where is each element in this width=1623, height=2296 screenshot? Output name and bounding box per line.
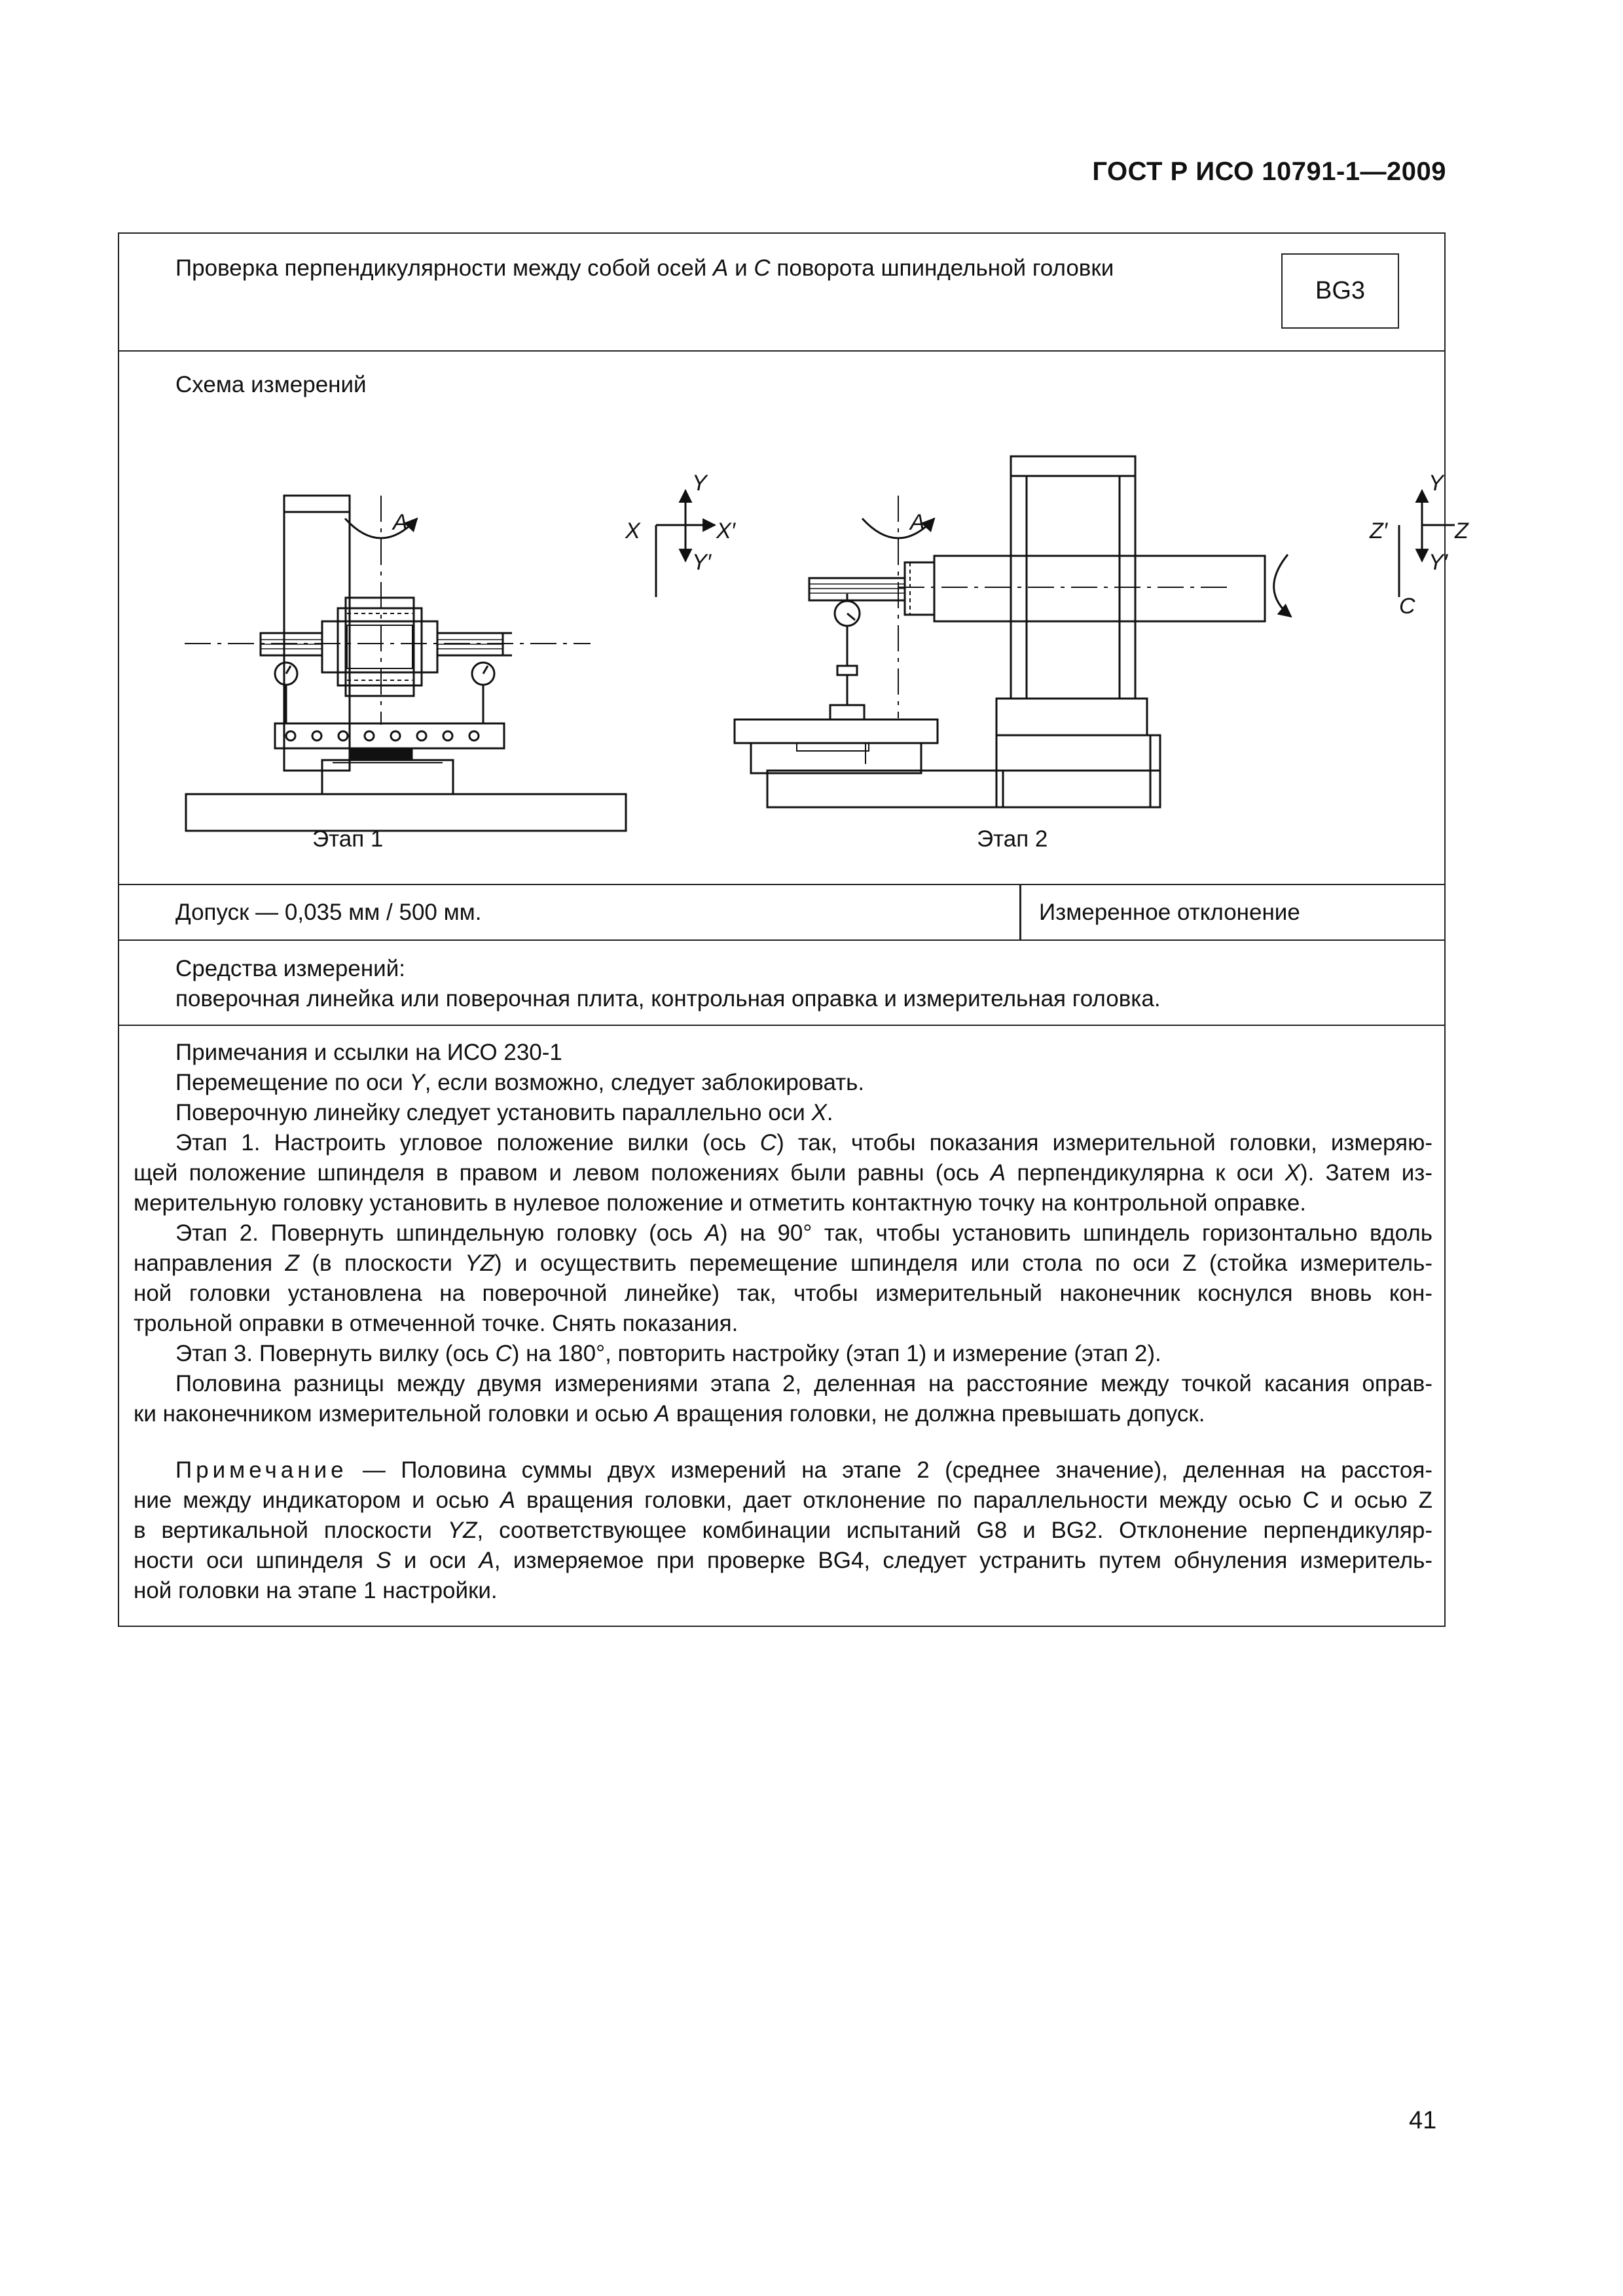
check-title — [175, 253, 1114, 283]
axis-x-label: X — [625, 519, 640, 543]
document-header: ГОСТ Р ИСО 10791-1—2009 — [1092, 157, 1446, 186]
remark-line: ной головки на этапе 1 настройки. — [134, 1578, 498, 1603]
notes-title: Примечания и ссылки на ИСО 230-1 — [175, 1040, 562, 1065]
tolerance-text: Допуск — 0,035 мм / 500 мм. — [175, 900, 482, 925]
stage2-diagram — [735, 456, 1455, 807]
axis-c-label: C — [754, 255, 771, 281]
notes-line: направления Z (в плоскости YZ) и осуществить перемещение шпинделя или стола по оси Z (стойка измеритель- — [134, 1250, 1432, 1276]
measurement-diagram — [119, 352, 1468, 885]
axis-z-prime-label: Z′ — [1370, 519, 1388, 543]
check-table — [118, 232, 1468, 1627]
stage1-caption: Этап 1 — [312, 826, 384, 852]
notes-line: ной головки установлена на поверочной линейке) так, чтобы измерительный наконечник коснулся вновь кон- — [134, 1281, 1432, 1306]
axis-z-label: Z — [1455, 519, 1468, 543]
tolerance-row — [119, 885, 1444, 941]
check-code-box: BG3 — [1281, 253, 1399, 329]
scheme-label: Схема измерений — [175, 372, 367, 397]
rotation-axis-a-label: A — [393, 510, 408, 535]
notes-row — [119, 1026, 1444, 1626]
notes-line: трольной оправки в отмеченной точке. Снять показания. — [134, 1311, 739, 1336]
tolerance-divider — [1019, 885, 1021, 939]
axis-y-label: Y — [692, 471, 707, 496]
notes-line: Этап 2. Повернуть шпиндельную головку (ось A) на 90° так, чтобы установить шпиндель горизонтально вдоль — [175, 1220, 1433, 1246]
axis-x-prime-label: X′ — [716, 519, 736, 543]
notes-line: Половина разницы между двумя измерениями этапа 2, деленная на расстояние между точкой касания оправ- — [175, 1371, 1432, 1396]
measured-deviation-label: Измеренное отклонение — [1039, 900, 1300, 925]
measurement-scheme-row — [119, 352, 1468, 885]
notes-line: Этап 3. Повернуть вилку (ось C) на 180°, повторить настройку (этап 1) и измерение (этап 2). — [175, 1341, 1161, 1366]
measuring-means-text: поверочная линейка или поверочная плита, контрольная оправка и измерительная головка. — [175, 986, 1161, 1011]
remark-line: ние между индикатором и осью A вращения головки, дает отклонение по параллельности между осью С и осью Z — [134, 1487, 1432, 1513]
notes-line: Поверочную линейку следует установить параллельно оси X. — [175, 1100, 833, 1125]
axis-y-prime-label: Y′ — [692, 550, 712, 575]
check-title-row — [119, 234, 1444, 352]
page-number: 41 — [1409, 2107, 1437, 2134]
notes-block — [119, 1038, 1447, 1606]
check-title-part: Проверка перпендикулярности между собой осей — [175, 255, 714, 281]
axis-y-label-2: Y — [1429, 471, 1444, 496]
spacer — [119, 1429, 1432, 1455]
rotation-axis-c-label: C — [1399, 594, 1415, 619]
notes-line: ки наконечником измерительной головки и осью A вращения головки, не должна превышать допуск. — [134, 1401, 1205, 1427]
remark-line: ности оси шпинделя S и оси A, измеряемое при проверке BG4, следует устранить путем обнуления измеритель- — [134, 1548, 1433, 1573]
measuring-means-title: Средства измерений: — [175, 956, 405, 981]
axis-y-prime-label-2: Y′ — [1429, 550, 1448, 575]
stage2-caption: Этап 2 — [977, 826, 1048, 852]
notes-line: мерительную головку установить в нулевое положение и отметить контактную точку на контрольной оправке. — [134, 1190, 1307, 1216]
remark-line: в вертикальной плоскости YZ, соответствующее комбинации испытаний G8 и BG2. Отклонение перпендикуляр- — [134, 1518, 1432, 1543]
notes-line: Перемещение по оси Y, если возможно, следует заблокировать. — [175, 1070, 865, 1095]
measuring-means-row — [119, 941, 1444, 1026]
notes-line: щей положение шпинделя в правом и левом положениях были равны (ось A перпендикулярна к оси X). Затем из- — [134, 1160, 1432, 1186]
check-title-part: и — [728, 255, 754, 281]
rotation-axis-a-label-2: A — [910, 510, 925, 535]
remark-line: Примечание — Половина суммы двух измерений на этапе 2 (среднее значение), деленная на расстоя- — [175, 1457, 1432, 1483]
check-title-part: поворота шпиндельной головки — [770, 255, 1114, 281]
axis-a-label: A — [713, 255, 729, 281]
notes-line: Этап 1. Настроить угловое положение вилки (ось C) так, чтобы показания измерительной головки, измеряю- — [175, 1130, 1432, 1156]
